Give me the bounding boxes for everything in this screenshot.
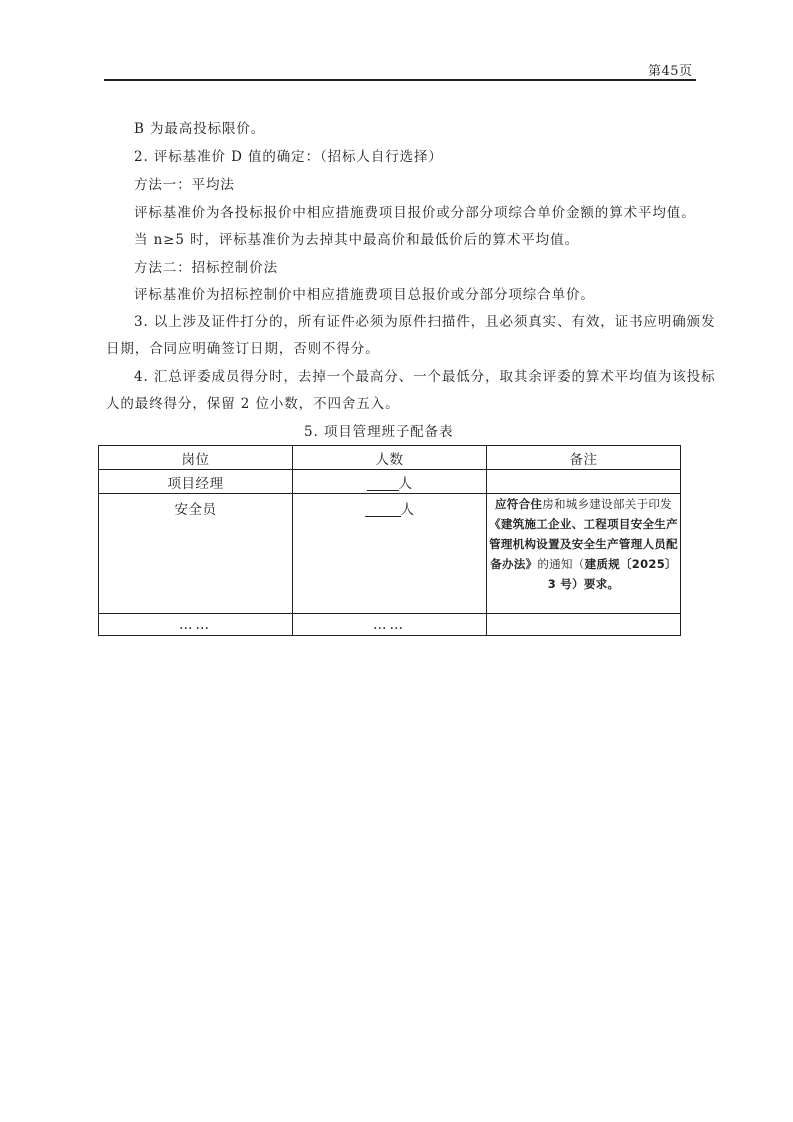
paragraph: 当 n≥5 时，评标基准价为去掉其中最高价和最低价后的算术平均值。 xyxy=(134,232,579,248)
count-unit: 人 xyxy=(398,475,413,492)
table-title: 5. 项目管理班子配备表 xyxy=(304,424,454,440)
page-number: 第45页 xyxy=(648,64,693,79)
cell-count: …… xyxy=(293,614,487,636)
blank-line xyxy=(367,477,399,491)
table-row xyxy=(99,494,681,614)
cell-remark xyxy=(487,614,681,636)
table-row xyxy=(99,614,681,636)
paragraph: 评标基准价为招标控制价中相应措施费项目总报价或分部分项综合单价。 xyxy=(134,287,595,303)
paragraph: 方法一：平均法 xyxy=(134,177,235,193)
paragraph: 方法二：招标控制价法 xyxy=(134,260,278,276)
paragraph: 3. 以上涉及证件打分的，所有证件必须为原件扫描件，且必须真实、有效，证书应明确颁发 xyxy=(134,314,716,330)
paragraph: 人的最终得分，保留 2 位小数，不四舍五入。 xyxy=(106,396,400,412)
table-header-row xyxy=(99,446,681,470)
remark-bold: 应符合住 xyxy=(494,497,543,511)
header-count: 人数 xyxy=(293,446,487,470)
remark-text: 的通知（ xyxy=(537,557,585,571)
paragraph: B 为最高投标限价。 xyxy=(134,121,266,137)
paragraph: 4. 汇总评委成员得分时，去掉一个最高分、一个最低分，取其余评委的算术平均值为该投标 xyxy=(134,369,716,385)
header-position: 岗位 xyxy=(99,446,293,470)
staff-table xyxy=(98,445,681,636)
cell-position: 项目经理 xyxy=(99,470,293,494)
cell-position: 安全员 xyxy=(99,494,293,614)
paragraph: 评标基准价为各投标报价中相应措施费项目报价或分部分项综合单价金额的算术平均值。 xyxy=(134,205,696,221)
cell-position: …… xyxy=(99,614,293,636)
paragraph: 日期，合同应明确签订日期，否则不得分。 xyxy=(106,341,380,357)
cell-remark xyxy=(487,494,681,614)
header-remark: 备注 xyxy=(487,446,681,470)
header-rule xyxy=(104,79,696,81)
cell-count xyxy=(293,470,487,494)
cell-count xyxy=(293,494,487,614)
remark-bold: 建质规〔2025〕3 号）要求。 xyxy=(547,557,677,591)
remark-text: 房和城乡建设部关于印发 xyxy=(542,497,672,511)
cell-remark xyxy=(487,470,681,494)
paragraph: 2. 评标基准价 D 值的确定：（招标人自行选择） xyxy=(134,149,443,165)
remark-bold: 《建筑施工企业、工程项目安全生产管理机构设置及安全生产管理人员配备办法》 xyxy=(489,517,678,571)
table-row xyxy=(99,470,681,494)
blank-line xyxy=(365,503,401,517)
count-unit: 人 xyxy=(400,502,415,518)
